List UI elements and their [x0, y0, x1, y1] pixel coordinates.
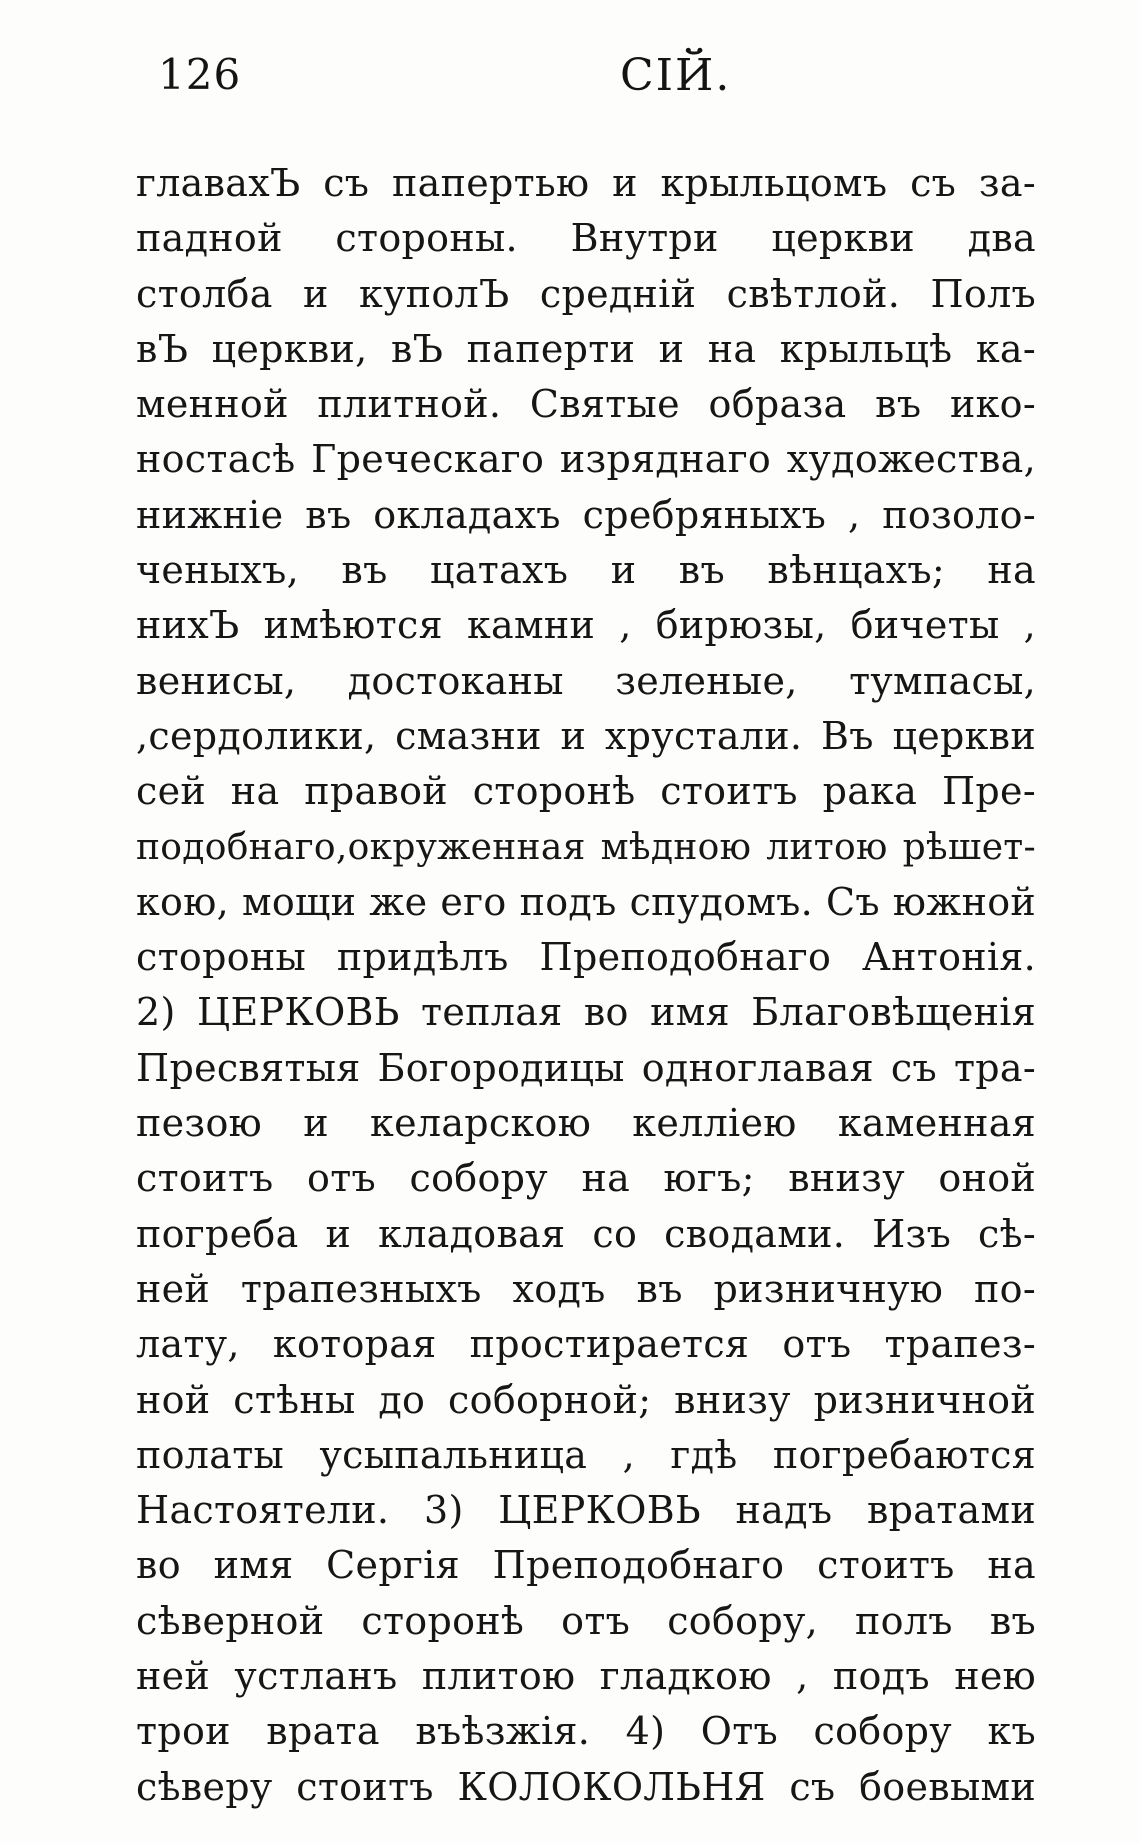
text-line: погреба и кладовая со сводами. Изъ сѣ- [136, 1211, 1036, 1256]
text-line: кою, мощи же его подъ спудомъ. Съ южной [136, 879, 1036, 924]
text-line: стороны придѣлъ Преподобнаго Антонія. [136, 935, 1036, 980]
text-line: сѣверу стоитъ КОЛОКОЛЬНЯ съ боевыми [136, 1764, 1036, 1809]
text-line: сѣверной сторонѣ отъ собору, полъ въ [136, 1598, 1036, 1643]
text-line: ней устланъ плитою гладкою , подъ нею [136, 1654, 1036, 1699]
text-line: ,сердолики, смазни и хрустали. Въ церкви [136, 713, 1036, 758]
text-line: падной стороны. Внутри церкви два [136, 216, 1036, 261]
body-text [136, 156, 1036, 1815]
text-line: во имя Сергія Преподобнаго стоитъ на [136, 1543, 1036, 1588]
text-line: стоитъ отъ собору на югъ; внизу оной [136, 1156, 1036, 1201]
text-line: пезою и келарскою келліею каменная [136, 1101, 1036, 1146]
text-line: подобнаго,окруженная мѣдною литою рѣшет- [136, 826, 1036, 868]
text-line: главахЪ съ папертью и крыльцомъ съ за- [136, 161, 1036, 205]
text-line: нихЪ имѣются камни , бирюзы, бичеты , [136, 603, 1036, 648]
text-line: нижніе въ окладахъ сребряныхъ , позоло- [136, 492, 1036, 537]
running-head [158, 50, 1040, 110]
text-line: Пресвятыя Богородицы одноглавая съ тра- [136, 1045, 1036, 1090]
page-number: 126 [158, 50, 242, 99]
text-line: столба и куполЪ средній свѣтлой. Полъ [136, 271, 1036, 316]
text-line: 2) ЦЕРКОВЬ теплая во имя Благовѣщенія [136, 990, 1036, 1035]
text-line: менной плитной. Святые образа въ ико- [136, 382, 1036, 427]
text-line: трои врата въѣзжія. 4) Отъ собору къ [136, 1709, 1036, 1754]
text-line: полаты усыпальница , гдѣ погребаются [136, 1432, 1036, 1477]
running-title: CIЙ. [620, 50, 732, 101]
text-line: Настоятели. 3) ЦЕРКОВЬ надъ вратами [136, 1488, 1036, 1533]
text-line: ней трапезныхъ ходъ въ ризничную по- [136, 1266, 1036, 1311]
text-line: ченыхъ, въ цатахъ и въ вѣнцахъ; на [136, 548, 1036, 593]
text-line: венисы, достоканы зеленые, тумпасы, [136, 658, 1036, 703]
text-line: сей на правой сторонѣ стоитъ рака Пре- [136, 769, 1036, 814]
text-line: ной стѣны до соборной; внизу ризничной [136, 1377, 1036, 1422]
text-line: лату, которая простирается отъ трапез- [136, 1322, 1036, 1367]
text-line: вЪ церкви, вЪ паперти и на крыльцѣ ка- [136, 326, 1036, 371]
text-line: ностасѣ Греческаго изряднаго художества, [136, 437, 1036, 482]
